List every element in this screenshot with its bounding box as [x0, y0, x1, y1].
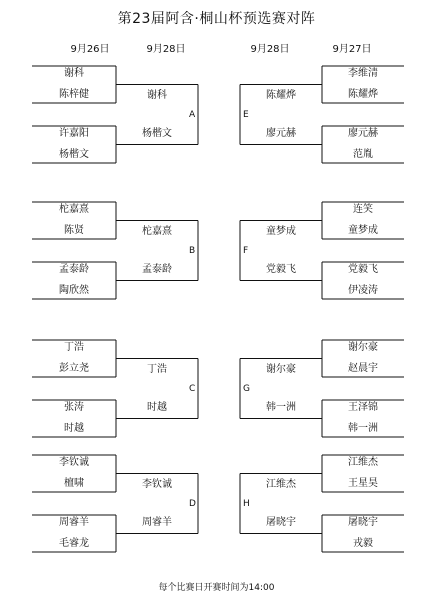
player-name: 江维杰: [348, 457, 378, 468]
group-letter: B: [189, 245, 196, 256]
player-name: 陶欣然: [59, 285, 89, 296]
player-name: 李钦诚: [142, 478, 172, 490]
player-name: 周睿羊: [59, 517, 89, 528]
player-name: 谢尔豪: [266, 363, 296, 375]
player-name: 廖元赫: [266, 127, 296, 139]
date-right-round1: 9月27日: [332, 44, 372, 55]
player-name: 陈耀烨: [266, 89, 296, 101]
player-name: 王星昊: [348, 478, 378, 489]
group-letter: A: [189, 109, 196, 120]
player-name: 党毅飞: [348, 264, 378, 275]
player-name: 童梦成: [266, 225, 296, 237]
player-name: 韩一洲: [266, 401, 296, 413]
player-name: 檀啸: [64, 478, 84, 489]
player-name: 谢科: [64, 68, 84, 79]
player-name: 陈耀烨: [348, 89, 378, 100]
player-name: 时越: [64, 423, 84, 434]
player-name: 杨楷文: [142, 127, 172, 139]
player-name: 彭立尧: [59, 363, 89, 374]
player-name: 屠晓宇: [348, 517, 378, 528]
player-name: 赵晨宇: [348, 363, 378, 374]
date-left-round1: 9月26日: [70, 44, 110, 55]
player-name: 孟泰龄: [59, 264, 89, 275]
player-name: 范胤: [353, 149, 373, 160]
player-name: 谢尔豪: [348, 342, 378, 353]
player-name: 伊凌涛: [348, 285, 378, 296]
player-name: 孟泰龄: [142, 263, 172, 275]
player-name: 戎毅: [353, 538, 373, 549]
group-letter: F: [243, 245, 249, 256]
player-name: 柁嘉熹: [142, 225, 172, 237]
player-name: 廖元赫: [348, 128, 378, 139]
player-name: 王泽锦: [348, 402, 378, 413]
player-name: 江维杰: [266, 478, 296, 490]
player-name: 李维清: [348, 68, 378, 79]
player-name: 陈贤: [64, 225, 84, 236]
player-name: 柁嘉熹: [59, 204, 89, 215]
date-right-round2: 9月28日: [250, 44, 290, 55]
player-name: 时越: [147, 401, 167, 413]
player-name: 丁浩: [64, 342, 84, 353]
player-name: 杨楷文: [59, 149, 89, 160]
player-name: 张涛: [64, 402, 84, 413]
player-name: 李钦诚: [59, 457, 89, 468]
player-name: 连笑: [353, 204, 373, 215]
group-letter: H: [243, 498, 250, 509]
player-name: 陈梓健: [59, 89, 89, 100]
player-name: 屠晓宇: [266, 516, 296, 528]
player-name: 周睿羊: [142, 516, 172, 528]
player-name: 党毅飞: [266, 263, 296, 275]
group-letter: C: [189, 383, 196, 394]
player-name: 童梦成: [348, 225, 378, 236]
footer-note: 每个比赛日开赛时间为14:00: [158, 583, 275, 593]
player-name: 韩一洲: [348, 423, 378, 434]
player-name: 许嘉阳: [59, 128, 89, 139]
group-letter: D: [189, 498, 196, 509]
player-name: 丁浩: [147, 363, 167, 375]
date-left-round2: 9月28日: [146, 44, 186, 55]
group-letter: E: [243, 109, 249, 120]
player-name: 谢科: [147, 89, 167, 101]
page-title: 第23届阿含·桐山杯预选赛对阵: [117, 11, 316, 27]
group-letter: G: [243, 383, 250, 394]
player-name: 毛睿龙: [59, 538, 89, 549]
